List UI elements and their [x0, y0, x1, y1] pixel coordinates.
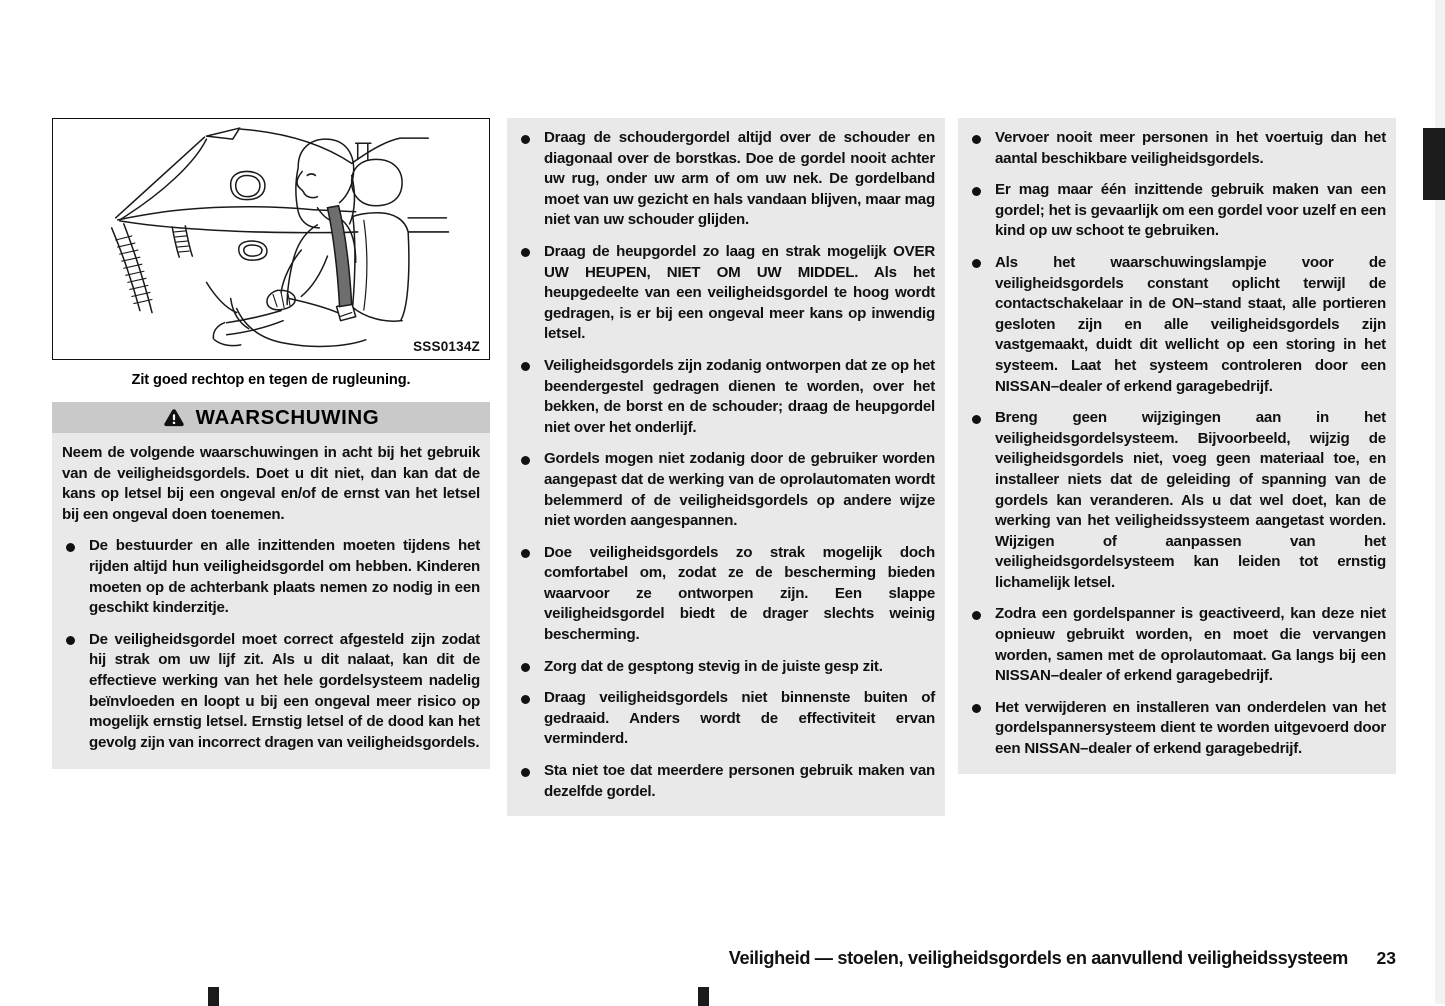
page-footer	[0, 948, 1445, 978]
bullet-dot-icon	[972, 704, 981, 713]
footer-inner	[729, 948, 1396, 969]
list-item	[517, 449, 935, 531]
list-item-text: Zodra een gordelspanner is geactiveerd, kan deze niet opnieuw gebruikt worden, en moet die vervangen worden, samen met de oprolautomaat. Ga langs bij een NISSAN–dealer of erkend garagebedrijf.	[995, 605, 1386, 685]
warning-intro-text: Neem de volgende waarschuwingen in acht bij het gebruik van de veiligheidsgordels. Doet u dit niet, dan kan dat de kans op letsel bij een ongeval en/of de ernst van het letsel bij een ongeval doen toenemen.	[62, 444, 480, 523]
bullet-dot-icon	[66, 636, 75, 645]
shoulder-belt-strap	[327, 206, 351, 307]
column-middle	[507, 118, 945, 816]
bullet-dot-icon	[66, 543, 75, 552]
bullet-dot-icon	[972, 187, 981, 196]
warning-continuation-right	[958, 118, 1396, 774]
list-item-text: Draag de heupgordel zo laag en strak mogelijk OVER UW HEUPEN, NIET OM UW MIDDEL. Als het heupgedeelte van een veiligheidsgordel te hoog wordt gedragen, is er bij een ongeval meer kans op inwendig letsel.	[544, 242, 935, 343]
figure-code: SSS0134Z	[413, 339, 480, 354]
list-item-text: Draag de schoudergordel altijd over de schouder en diagonaal over de borstkas. Doe de gordel nooit achter uw rug, onder uw arm of om uw nek. De gordelband moet van uw gezicht en hals vandaan blijven, maar mag niet van uw schouder glijden.	[544, 129, 935, 229]
warning-box	[52, 402, 490, 769]
warning-title: WAARSCHUWING	[195, 405, 380, 429]
bullet-dot-icon	[521, 362, 530, 371]
list-item-text: Veiligheidsgordels zijn zodanig ontworpen dat ze op het beendergestel gedragen dienen te worden, over het bekken, de borst en de schouder; draag de heupgordel niet over het onderlijf.	[544, 356, 935, 436]
warning-header	[52, 402, 490, 433]
crop-mark-left	[208, 987, 219, 1006]
section-thumb-tab	[1423, 128, 1445, 200]
bullet-dot-icon	[972, 259, 981, 268]
footer-section-title: Veiligheid — stoelen, veiligheidsgordels en aanvullend veiligheidssysteem	[728, 948, 1348, 968]
list-item-text: Er mag maar één inzittende gebruik maken van een gordel; het is gevaarlijk om een gordel voor uzelf en een kind op uw schoot te gebruiken.	[995, 181, 1386, 240]
crop-mark-middle	[698, 987, 709, 1006]
bullet-dot-icon	[972, 611, 981, 620]
list-item	[62, 536, 480, 618]
list-item	[517, 242, 935, 345]
list-item	[517, 543, 935, 646]
list-item	[968, 128, 1386, 169]
bullet-dot-icon	[521, 768, 530, 777]
bullet-dot-icon	[521, 549, 530, 558]
list-item-text: De veiligheidsgordel moet correct afgesteld zijn zodat hij strak om uw lijf zit. Als u dit nalaat, kan dit de effectieve werking van het hele gordelsysteem nadelig beïnvloeden en loopt u bij een ongeval meer risico op mogelijk ernstig letsel. Ernstig letsel of de dood kan het gevolg zijn van incorrect dragen van veiligheidsgordels.	[89, 630, 480, 751]
list-item	[517, 356, 935, 438]
list-item-text: Vervoer nooit meer personen in het voertuig dan het aantal beschikbare veiligheidsgordels.	[995, 129, 1386, 167]
bullet-dot-icon	[521, 135, 530, 144]
list-item	[968, 253, 1386, 397]
bullet-dot-icon	[972, 135, 981, 144]
bullet-dot-icon	[972, 415, 981, 424]
seatbelt-posture-illustration	[52, 118, 490, 360]
list-item-text: De bestuurder en alle inzittenden moeten tijdens het rijden altijd hun veiligheidsgordel om hebben. Kinderen moeten op de achterbank plaats nemen zo nodig in een geschikt kinderzitje.	[89, 537, 480, 617]
list-item	[517, 128, 935, 231]
list-item-text: Het verwijderen en installeren van onderdelen van het gordelspannersysteem dient te worden uitgevoerd door een NISSAN–dealer of erkend garagebedrijf.	[995, 698, 1386, 758]
car-interior-line-drawing	[53, 119, 489, 359]
list-item	[517, 688, 935, 750]
list-item-text: Draag veiligheidsgordels niet binnenste buiten of gedraaid. Anders wordt de effectiviteit ervan verminderd.	[544, 689, 935, 748]
bullet-dot-icon	[521, 663, 530, 672]
warning-body	[52, 433, 490, 769]
list-item-text: Doe veiligheidsgordels zo strak mogelijk doch comfortabel om, zodat ze de bescherming bieden waarvoor ze ontworpen zijn. Een slappe veiligheidsgordel biedt de drager slechts weinig bescherming.	[544, 543, 935, 644]
bullet-dot-icon	[521, 456, 530, 465]
list-item	[968, 180, 1386, 242]
warning-triangle-icon	[163, 408, 185, 427]
list-item	[968, 604, 1386, 686]
column-left	[52, 118, 490, 769]
list-item-text: Sta niet toe dat meerdere personen gebruik maken van dezelfde gordel.	[544, 762, 935, 800]
figure-caption: Zit goed rechtop en tegen de rugleuning.	[131, 372, 411, 388]
list-item-text: Zorg dat de gesptong stevig in de juiste gesp zit.	[544, 657, 883, 675]
list-item	[62, 630, 480, 754]
column-right	[958, 118, 1396, 774]
bullet-dot-icon	[521, 248, 530, 257]
list-item	[968, 408, 1386, 593]
list-item-text: Breng geen wijzigingen aan in het veiligheidsgordelsysteem. Bijvoorbeeld, wijzig de veiligheidsgordels niet, voeg geen materiaal toe, en installeer niets dat de geleiding of spanning van de gordels kan veranderen. Als u dat wel doet, kan de werking van het veiligheidssysteem aangetast worden. Wijzigen of aanpassen van het veiligheidsgordelsysteem kan leiden tot ernstig lichamelijk letsel.	[995, 409, 1386, 591]
list-item	[517, 657, 935, 678]
footer-page-number: 23	[1376, 948, 1396, 968]
warning-bullet-list-middle	[517, 128, 935, 802]
bullet-dot-icon	[521, 695, 530, 704]
list-item	[517, 761, 935, 802]
warning-continuation-middle	[507, 118, 945, 816]
warning-bullet-list-right	[968, 128, 1386, 760]
list-item	[968, 698, 1386, 760]
list-item-text: Gordels mogen niet zodanig door de gebruiker worden aangepast dat de werking van de oprolautomaten wordt belemmerd of de veiligheidsgordels op andere wijze niet worden aangespannen.	[544, 450, 935, 530]
list-item-text: Als het waarschuwingslampje voor de veiligheidsgordels constant oplicht terwijl de contactschakelaar in de ON–stand staat, alle portieren gesloten zijn en alle veiligheidsgordels zijn vastgemaakt, duidt dit wellicht op een storing in het systeem. Laat het systeem controleren door een NISSAN–dealer of erkend garagebedrijf.	[995, 253, 1386, 395]
warning-bullet-list-left	[62, 536, 480, 753]
